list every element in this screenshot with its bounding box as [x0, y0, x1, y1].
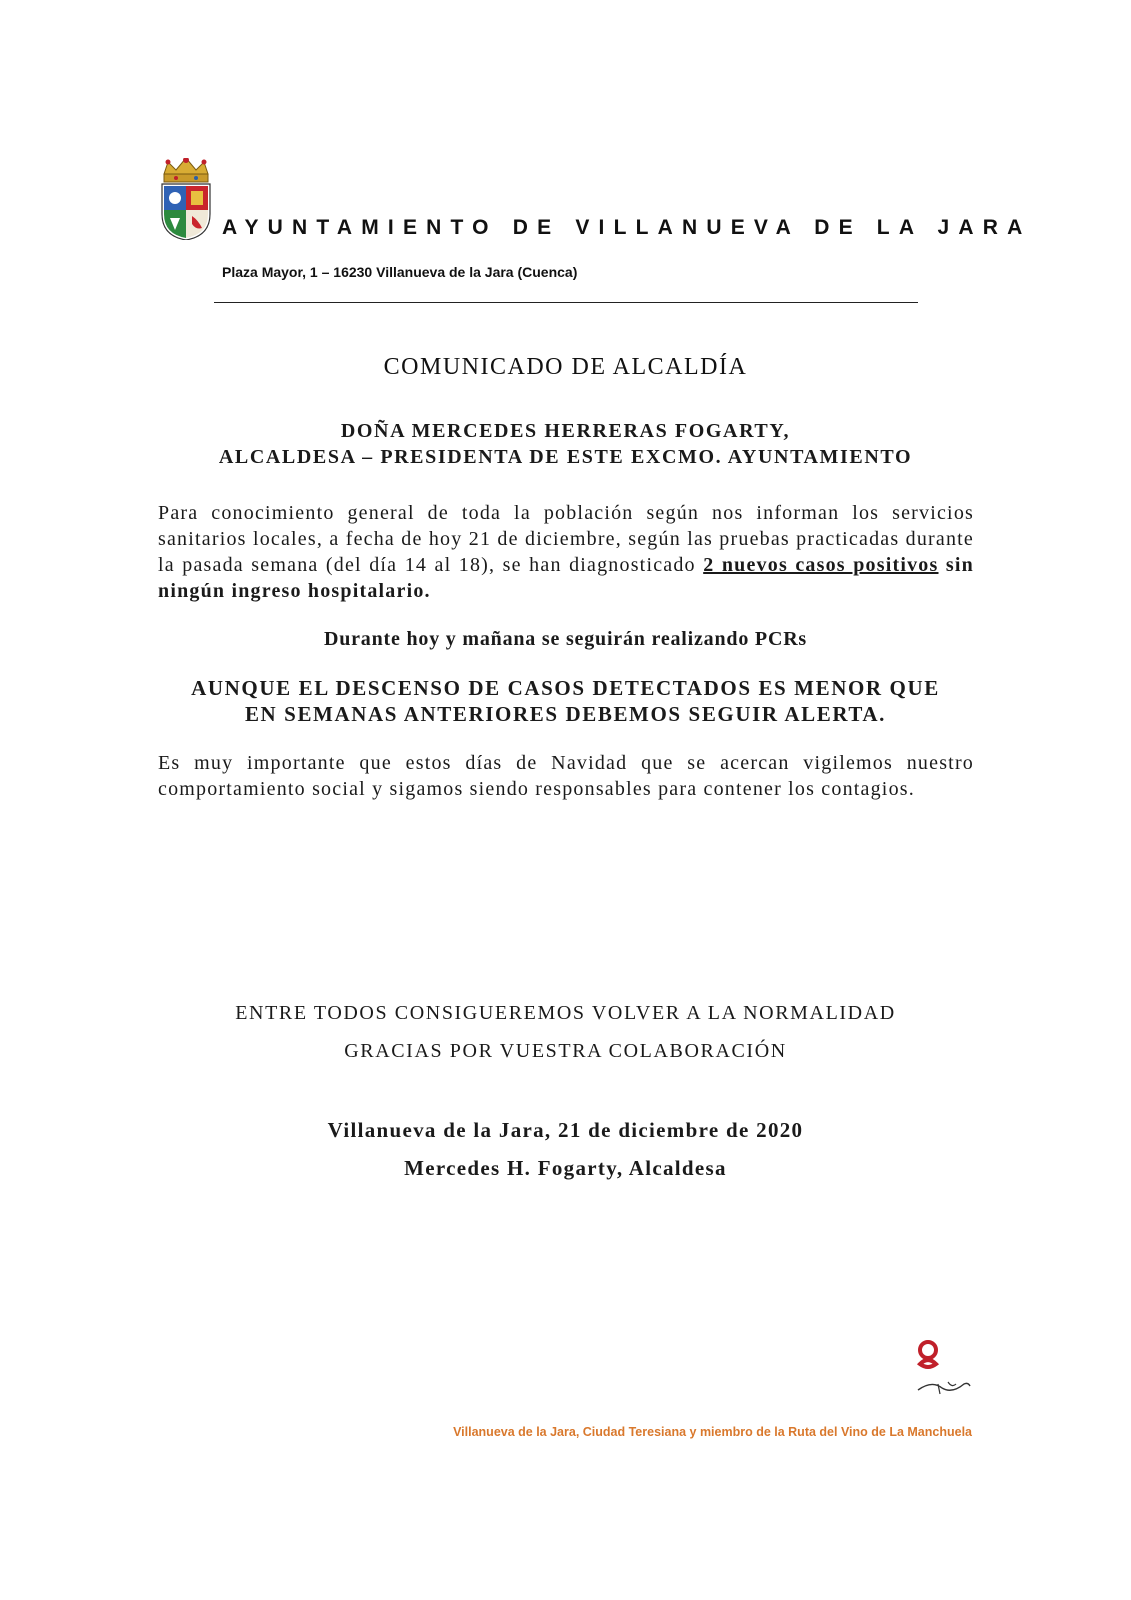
hospital-admission-note: sin ningún ingreso hospitalario.: [158, 554, 974, 602]
advice-paragraph: Es muy importante que estos días de Navidad que se acercan vigilemos nuestro comportamiento social y sigamos siendo responsables para contener los contagios.: [158, 752, 974, 800]
closing-line-1: ENTRE TODOS CONSIGUEREMOS VOLVER A LA NORMALIDAD: [235, 1002, 896, 1024]
signature-date: Villanueva de la Jara, 21 de diciembre de 2020: [327, 1118, 804, 1142]
document-title: COMUNICADO DE ALCALDÍA: [383, 354, 748, 380]
positive-cases-highlight: 2 nuevos casos positivos: [703, 554, 939, 576]
closing-line-2: GRACIAS POR VUESTRA COLABORACIÓN: [344, 1040, 787, 1062]
announcement-paragraph: [158, 500, 974, 604]
header-divider: [214, 302, 918, 303]
pcr-notice: Durante hoy y mañana se seguirán realizando PCRs: [323, 628, 808, 650]
issuer-role: ALCALDESA – PRESIDENTA DE ESTE EXCMO. AYUNTAMIENTO: [218, 446, 913, 468]
organization-address: Plaza Mayor, 1 – 16230 Villanueva de la Jara (Cuenca): [222, 264, 578, 280]
alert-line-2: EN SEMANAS ANTERIORES DEBEMOS SEGUIR ALERTA.: [244, 702, 887, 726]
organization-name: AYUNTAMIENTO DE VILLANUEVA DE LA JARA: [222, 216, 1032, 239]
footer-slogan: Villanueva de la Jara, Ciudad Teresiana y miembro de la Ruta del Vino de La Manchuela: [453, 1425, 972, 1439]
huellas-logo-icon: [912, 1340, 976, 1400]
signature-name: Mercedes H. Fogarty, Alcaldesa: [404, 1156, 727, 1180]
alert-line-1: AUNQUE EL DESCENSO DE CASOS DETECTADOS ES MENOR QUE: [191, 676, 940, 700]
coat-of-arms-icon: [158, 158, 214, 240]
issuer-name: DOÑA MERCEDES HERRERAS FOGARTY,: [340, 420, 791, 442]
announcement-text: Para conocimiento general de toda la población según nos informan los servicios sanitarios locales, a fecha de hoy 21 de diciembre, según las pruebas practicadas durante la pasada semana (del día 14 al 18), se han diagnosticado: [158, 502, 974, 576]
